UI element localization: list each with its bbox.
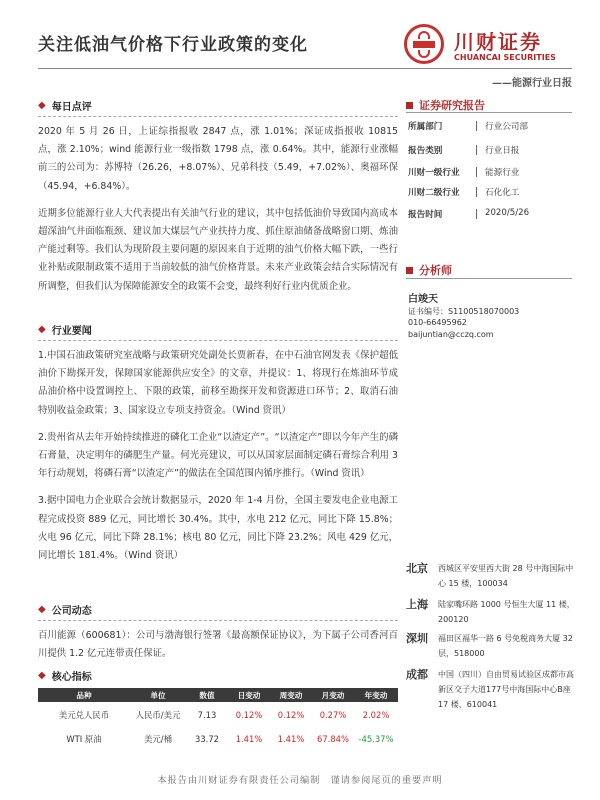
- table-cell: 33.72: [195, 734, 219, 744]
- info-row: [408, 120, 574, 132]
- analyst-phone: 010-66495962: [408, 318, 467, 327]
- analyst-cert: 证书编号：S1100518070003: [408, 307, 520, 316]
- table-cell: 0.12%: [277, 710, 305, 720]
- news-item-1: 1.中国石油政策研究室战略与政策研究处副处长贾新春，在中石油官网发表《保护超低油价下勘探开发，保障国家能源供应安全》的文章，并提议：1、将现行在炼油环节成品油价格中设置调控上、下限的政策，前移至勘探开发和资源进口环节；2、取消石油特别收益金政策；3、国家设立专项支持资金。（Wind 资讯）: [38, 350, 398, 416]
- report-title: 关注低油气价格下行业政策的变化: [38, 35, 308, 55]
- table-cell: 67.84%: [317, 734, 349, 744]
- report-info-title: 证券研究报告: [419, 99, 485, 112]
- footer-disclaimer: 本报告由川财证券有限责任公司编制 谨请参阅尾页的重要声明: [157, 775, 443, 786]
- company-logo: [404, 22, 574, 70]
- table-header-row: [38, 688, 398, 702]
- diamond-icon: ◆: [38, 100, 46, 111]
- diamond-icon: ◆: [38, 670, 46, 681]
- info-value: 2020/5/26: [485, 208, 530, 218]
- report-subtitle: ——能源行业日报: [492, 78, 572, 89]
- info-row: [408, 186, 574, 198]
- table-cell: 人民币/美元: [135, 709, 181, 720]
- daily-heading: 每日点评: [51, 102, 92, 113]
- analyst-email[interactable]: baijuntian@cczq.com: [408, 330, 494, 339]
- col-header: 品种: [38, 688, 130, 702]
- section-company: [38, 602, 398, 663]
- section-heading: [38, 98, 398, 113]
- daily-paragraph-1: 2020 年 5 月 26 日，上证综指报收 2847 点，涨 1.01%；深证成指报收 10815 点，涨 2.10%；wind 能源行业一级指数 1798 点，涨 0.64%。其中，能源行业涨幅前三的公司为：苏博特（26.26，+8.07%）、兄弟科技（5.49，+7.02%）、奥福环保（45.94，+6.84%）。: [38, 126, 398, 192]
- table-cell: 1.41%: [235, 734, 263, 744]
- square-icon: [406, 267, 413, 274]
- section-news: [38, 322, 398, 565]
- analyst-title: 分析师: [419, 264, 452, 277]
- analyst-divider: [406, 278, 572, 279]
- info-key: 川财二级行业: [408, 188, 460, 198]
- col-header: 日变动: [228, 688, 270, 702]
- col-header: 月变动: [312, 688, 354, 702]
- address-city: 成都: [406, 668, 428, 681]
- header-divider: [38, 68, 572, 69]
- address-city: 深圳: [406, 632, 428, 645]
- square-icon: [406, 102, 413, 109]
- info-row: [408, 144, 574, 156]
- report-info-divider: [406, 112, 572, 113]
- col-header: 单位: [130, 688, 186, 702]
- diamond-icon: ◆: [38, 324, 46, 335]
- col-header: 数值: [186, 688, 228, 702]
- section-daily: [38, 98, 398, 296]
- analyst-name: 白竣天: [408, 294, 438, 305]
- table-cell: -45.37%: [358, 734, 394, 744]
- company-heading: 公司动态: [51, 606, 92, 617]
- info-key: 报告类别: [408, 146, 443, 156]
- table-cell: 0.27%: [319, 710, 347, 720]
- news-item-3: 3.据中国电力企业联合会统计数据显示，2020 年 1-4 月份，全国主要发电企业电源工程完成投资 889 亿元，同比增长 30.4%。其中，水电 212 亿元，同比下降 15.8%；火电 96 亿元，同比下降 28.1%；核电 80 亿元，同比下降 23.2%；风电 429 亿元，同比增长 181.4%。（Wind 资讯）: [38, 495, 398, 562]
- info-value: 能源行业: [485, 168, 520, 178]
- info-value: 行业日报: [485, 146, 520, 156]
- indicators-table: [38, 688, 398, 750]
- diamond-icon: ◆: [38, 604, 46, 615]
- table-cell: 1.41%: [277, 734, 305, 744]
- section-indicators: [38, 668, 398, 683]
- report-info-heading: [406, 97, 485, 113]
- info-row: [408, 166, 574, 178]
- table-cell: 美元/桶: [144, 734, 172, 744]
- info-value: 石化化工: [485, 188, 520, 198]
- table-cell: 美元兑人民币: [58, 710, 110, 720]
- section-divider: [38, 620, 398, 621]
- address-city: 北京: [406, 562, 428, 575]
- address-text: 福田区福华一路 6 号免税商务大厦 32 层，518000: [438, 634, 573, 658]
- section-heading: [38, 602, 398, 617]
- info-key: 所属部门: [408, 122, 443, 132]
- section-heading: [38, 668, 398, 683]
- col-header: 周变动: [270, 688, 312, 702]
- address-text: 西城区平安里西大街 28 号中海国际中心 15 楼，100034: [438, 564, 574, 588]
- table-cell: 7.13: [197, 710, 217, 720]
- logo-mark-icon: [404, 24, 444, 64]
- table-row: [38, 728, 398, 750]
- address-text: 中国（四川）自由贸易试验区成都市高新区交子大道177号中海国际中心B座 17 楼，610041: [438, 670, 574, 709]
- daily-paragraph-2: 近期多位能源行业人大代表提出有关油气行业的建议，其中包括低油价导致国内高成本超深油气井面临瓶颈、建议加大煤层气产业扶持力度、抓住原油储备战略窗口期、炼油产能过剩等。我们认为现阶段主要问题的原因来自于近期的油气价格大幅下跌，一些行业补贴或限制政策不适用于当前较低的油气价格背景。未来产业政策会结合实际情况有所调整，但我们认为保障能源安全的政策不会变，最终利好行业内优质企业。: [38, 207, 398, 292]
- company-paragraph: 百川能源（600681）：公司与渤海银行签署《最高额保证协议》，为下属子公司香河百川提供 1.2 亿元连带责任保证。: [38, 630, 398, 660]
- analyst-heading: [406, 262, 452, 278]
- logo-cn-text: 川财证券: [454, 30, 542, 54]
- address-city: 上海: [406, 598, 428, 611]
- table-cell: 0.12%: [235, 710, 263, 720]
- col-header: 年变动: [354, 688, 398, 702]
- section-divider: [38, 116, 398, 117]
- section-heading: [38, 322, 398, 337]
- info-value: 行业公司部: [485, 122, 528, 132]
- news-heading: 行业要闻: [51, 326, 92, 337]
- table-cell: WTI 原油: [66, 734, 102, 744]
- table-cell: 2.02%: [362, 710, 390, 720]
- section-divider: [38, 340, 398, 341]
- table-row: [38, 702, 398, 728]
- info-key: 川财一级行业: [408, 168, 460, 178]
- logo-en-text: CHUANCAI SECURITIES: [454, 53, 556, 62]
- news-item-2: 2.贵州省从去年开始持续推进的磷化工企业“以渣定产”。“以渣定产”即以今年产生的磷石膏量，决定明年的磷肥生产量。何光亮建议，可以从国家层面制定磷石膏综合利用 3 年行动规划，将磷石膏“以渣定产”的做法在全国范围内循序推行。（Wind 资讯）: [38, 431, 398, 480]
- address-text: 陆家嘴环路 1000 号恒生大厦 11 楼，200120: [438, 600, 575, 624]
- indicators-heading: 核心指标: [51, 672, 92, 683]
- info-row: [408, 208, 574, 220]
- info-key: 报告时间: [408, 210, 443, 220]
